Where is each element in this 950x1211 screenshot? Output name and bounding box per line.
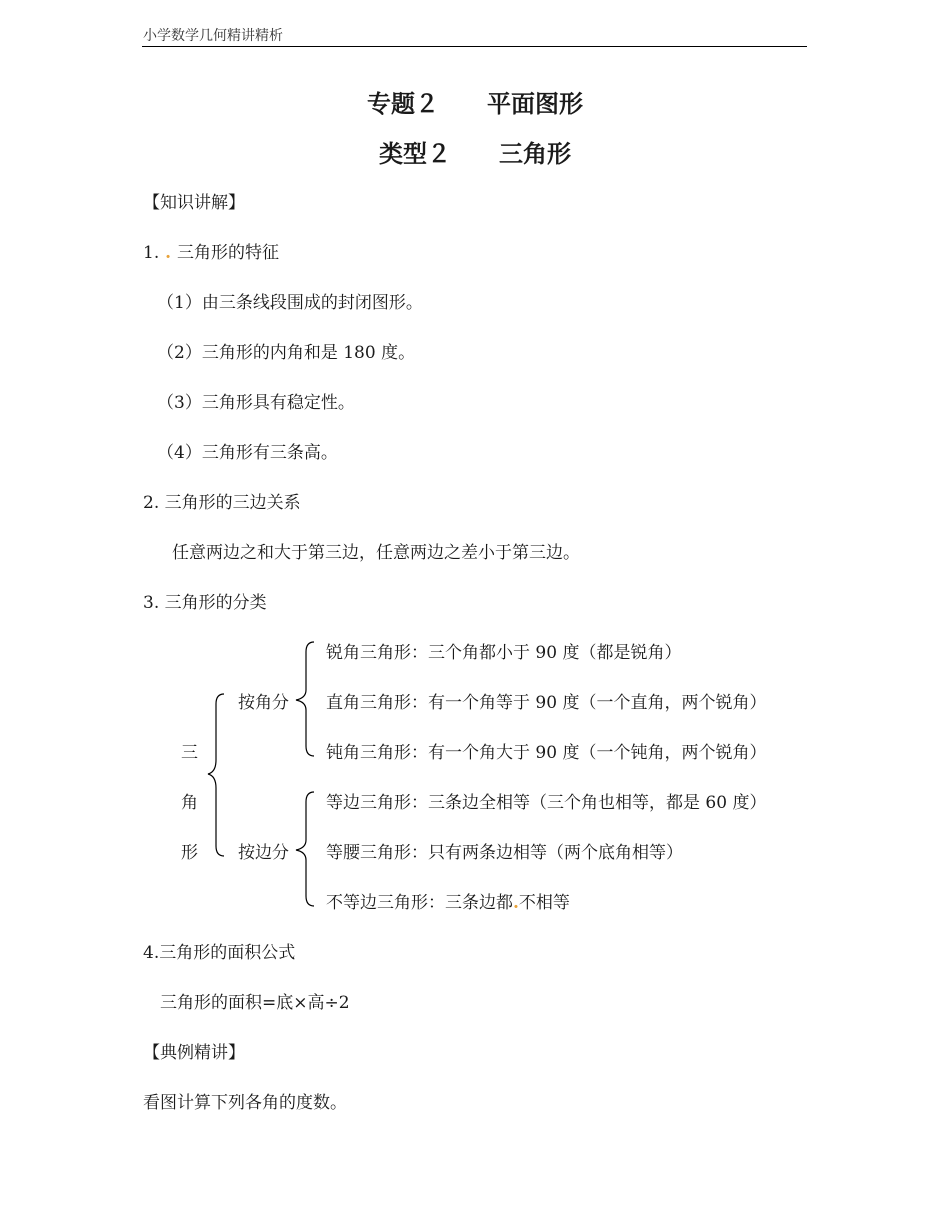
- equilateral-triangle-text: 等边三角形：三条边全相等（三个角也相等，都是 60 度）: [326, 793, 767, 813]
- angle-brace: [292, 638, 320, 760]
- obtuse-triangle-text: 钝角三角形：有一个角大于 90 度（一个钝角，两个锐角）: [326, 743, 767, 763]
- item1-number: 1.: [143, 243, 160, 263]
- tree-root-char-3: 形: [181, 843, 198, 863]
- side-brace: [292, 788, 320, 910]
- by-side-label: 按边分: [238, 843, 289, 863]
- knowledge-section-heading: 【知识讲解】: [143, 193, 245, 213]
- mark-dot: .: [513, 893, 519, 913]
- area-formula: 三角形的面积=底×高÷2: [160, 993, 350, 1013]
- example-prompt: 看图计算下列各角的度数。: [143, 1093, 347, 1113]
- examples-section-heading: 【典例精讲】: [143, 1043, 245, 1063]
- header-rule: [142, 46, 807, 47]
- item1-point-1: （1）由三条线段围成的封闭图形。: [157, 293, 423, 313]
- topic-title: 专题２ 平面图形: [367, 90, 583, 118]
- tree-root-char-2: 角: [181, 793, 198, 813]
- running-header: 小学数学几何精讲精析: [143, 28, 283, 44]
- item2-heading: 2. 三角形的三边关系: [143, 493, 301, 513]
- item2-text: 任意两边之和大于第三边，任意两边之差小于第三边。: [172, 543, 580, 563]
- item4-heading: 4.三角形的面积公式: [143, 943, 296, 963]
- item1-point-3: （3）三角形具有稳定性。: [157, 393, 355, 413]
- item1-title: 三角形的特征: [177, 243, 279, 263]
- tree-root-char-1: 三: [181, 743, 198, 763]
- root-brace: [200, 690, 230, 862]
- type-title: 类型２ 三角形: [379, 140, 571, 168]
- right-triangle-text: 直角三角形：有一个角等于 90 度（一个直角，两个锐角）: [326, 693, 767, 713]
- item3-heading: 3. 三角形的分类: [143, 593, 267, 613]
- item1-heading: [143, 238, 279, 263]
- mark-dot: .: [159, 243, 177, 263]
- by-angle-label: 按角分: [238, 693, 289, 713]
- item1-point-2: （2）三角形的内角和是 180 度。: [157, 343, 416, 363]
- isosceles-triangle-text: 等腰三角形：只有两条边相等（两个底角相等）: [326, 843, 683, 863]
- acute-triangle-text: 锐角三角形：三个角都小于 90 度（都是锐角）: [326, 643, 682, 663]
- item1-point-4: （4）三角形有三条高。: [157, 443, 338, 463]
- scalene-triangle-text: 不等边三角形：三条边都.不相等: [326, 893, 570, 913]
